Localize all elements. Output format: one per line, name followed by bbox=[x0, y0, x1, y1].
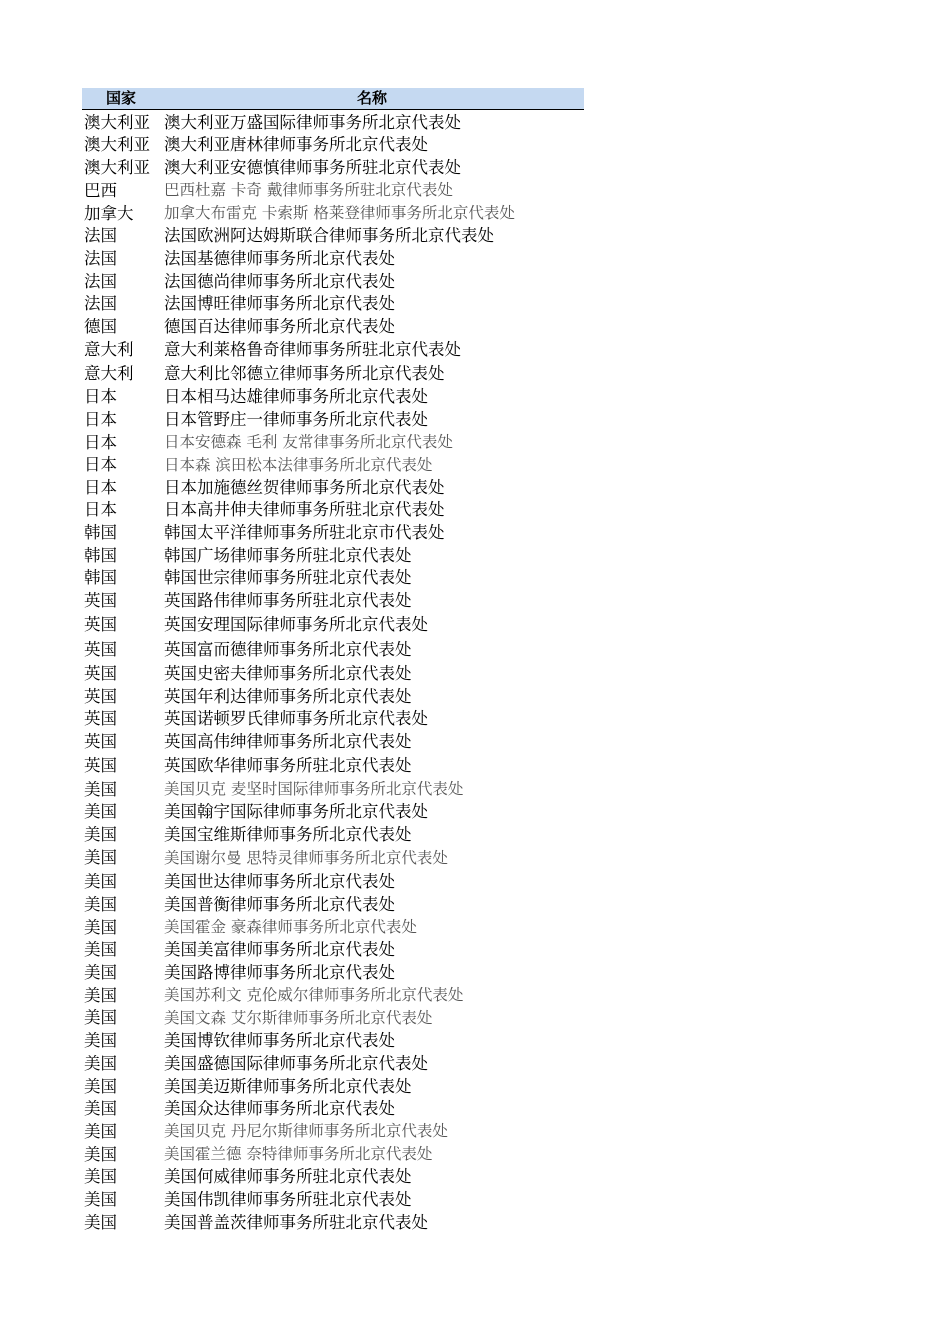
table-row bbox=[82, 408, 584, 431]
cell-name: 美国谢尔曼 思特灵律师事务所北京代表处 bbox=[164, 849, 448, 867]
cell-country: 美国 bbox=[84, 1031, 117, 1050]
cell-name: 英国年利达律师事务所北京代表处 bbox=[164, 687, 412, 706]
table-row bbox=[82, 567, 584, 589]
header-country: 国家 bbox=[105, 89, 136, 107]
cell-name: 美国普衡律师事务所北京代表处 bbox=[164, 895, 395, 914]
cell-name: 英国史密夫律师事务所北京代表处 bbox=[164, 664, 412, 683]
cell-name: 英国路伟律师事务所驻北京代表处 bbox=[164, 591, 412, 610]
cell-country: 美国 bbox=[84, 1099, 117, 1118]
cell-country: 日本 bbox=[84, 433, 117, 452]
cell-country: 美国 bbox=[84, 802, 117, 821]
table-row bbox=[82, 984, 584, 1007]
cell-country: 英国 bbox=[84, 615, 117, 634]
table-row bbox=[82, 225, 584, 247]
cell-country: 法国 bbox=[84, 294, 117, 313]
cell-name: 日本管野庄一律师事务所北京代表处 bbox=[164, 410, 428, 429]
table-row bbox=[82, 870, 584, 893]
cell-country: 英国 bbox=[84, 709, 117, 728]
cell-name: 法国德尚律师事务所北京代表处 bbox=[164, 272, 395, 291]
cell-country: 美国 bbox=[84, 780, 117, 799]
table-row bbox=[82, 156, 584, 179]
table-row bbox=[82, 708, 584, 730]
cell-name: 美国贝克 丹尼尔斯律师事务所北京代表处 bbox=[164, 1122, 448, 1140]
cell-country: 法国 bbox=[84, 249, 117, 268]
cell-country: 美国 bbox=[84, 825, 117, 844]
cell-name: 美国博钦律师事务所北京代表处 bbox=[164, 1031, 395, 1050]
cell-name: 法国基德律师事务所北京代表处 bbox=[164, 249, 395, 268]
cell-country: 韩国 bbox=[84, 523, 117, 542]
table-row bbox=[82, 454, 584, 476]
cell-name: 美国翰宇国际律师事务所北京代表处 bbox=[164, 802, 428, 821]
table-header bbox=[82, 88, 584, 110]
cell-name: 美国宝维斯律师事务所北京代表处 bbox=[164, 825, 412, 844]
cell-name: 日本森 滨田松本法律事务所北京代表处 bbox=[164, 456, 433, 474]
header-name: 名称 bbox=[356, 89, 387, 107]
cell-name: 美国众达律师事务所北京代表处 bbox=[164, 1099, 395, 1118]
table-row bbox=[82, 961, 584, 984]
cell-country: 英国 bbox=[84, 591, 117, 610]
cell-name: 英国安理国际律师事务所北京代表处 bbox=[164, 615, 428, 634]
table-row bbox=[82, 544, 584, 567]
cell-country: 美国 bbox=[84, 1077, 117, 1096]
cell-country: 美国 bbox=[84, 872, 117, 891]
cell-name: 英国高伟绅律师事务所北京代表处 bbox=[164, 732, 412, 751]
cell-country: 日本 bbox=[84, 387, 117, 406]
cell-name: 英国富而德律师事务所北京代表处 bbox=[164, 640, 412, 659]
table-row bbox=[82, 1007, 584, 1029]
cell-name: 美国世达律师事务所北京代表处 bbox=[164, 872, 395, 891]
cell-name: 韩国世宗律师事务所驻北京代表处 bbox=[164, 568, 412, 587]
cell-name: 日本安德森 毛利 友常律事务所北京代表处 bbox=[164, 433, 453, 451]
table-row bbox=[82, 1166, 584, 1188]
cell-name: 美国霍金 豪森律师事务所北京代表处 bbox=[164, 918, 417, 936]
cell-country: 澳大利亚 bbox=[84, 158, 150, 177]
cell-country: 法国 bbox=[84, 226, 117, 245]
cell-country: 美国 bbox=[84, 1054, 117, 1073]
table-row bbox=[82, 202, 584, 225]
cell-name: 意大利莱格鲁奇律师事务所驻北京代表处 bbox=[164, 340, 461, 359]
table-row bbox=[82, 612, 584, 637]
cell-country: 澳大利亚 bbox=[84, 113, 150, 132]
cell-name: 美国美迈斯律师事务所北京代表处 bbox=[164, 1077, 412, 1096]
table-row bbox=[82, 1029, 584, 1052]
cell-country: 美国 bbox=[84, 986, 117, 1005]
cell-country: 意大利 bbox=[84, 340, 134, 359]
table-row bbox=[82, 1143, 584, 1166]
table-row bbox=[82, 730, 584, 754]
cell-name: 日本高井伸夫律师事务所驻北京代表处 bbox=[164, 500, 445, 519]
cell-name: 美国普盖茨律师事务所驻北京代表处 bbox=[164, 1213, 428, 1232]
table-row bbox=[82, 179, 584, 202]
cell-country: 美国 bbox=[84, 1213, 117, 1232]
cell-country: 美国 bbox=[84, 848, 117, 867]
cell-country: 德国 bbox=[84, 317, 117, 336]
cell-country: 日本 bbox=[84, 500, 117, 519]
cell-country: 美国 bbox=[84, 1008, 117, 1027]
cell-country: 日本 bbox=[84, 410, 117, 429]
table-row bbox=[82, 846, 584, 870]
cell-country: 英国 bbox=[84, 687, 117, 706]
table-body bbox=[82, 111, 584, 1234]
cell-name: 意大利比邻德立律师事务所北京代表处 bbox=[164, 364, 445, 383]
cell-name: 美国贝克 麦坚时国际律师事务所北京代表处 bbox=[164, 780, 464, 798]
cell-country: 美国 bbox=[84, 1190, 117, 1209]
cell-name: 英国诺顿罗氏律师事务所北京代表处 bbox=[164, 709, 428, 728]
cell-country: 韩国 bbox=[84, 546, 117, 565]
table-row bbox=[82, 338, 584, 361]
cell-country: 英国 bbox=[84, 640, 117, 659]
cell-name: 美国霍兰德 奈特律师事务所北京代表处 bbox=[164, 1145, 433, 1163]
table-row bbox=[82, 315, 584, 338]
cell-country: 日本 bbox=[84, 478, 117, 497]
table-row bbox=[82, 1075, 584, 1098]
cell-country: 美国 bbox=[84, 918, 117, 937]
table-row bbox=[82, 939, 584, 961]
cell-name: 美国路博律师事务所北京代表处 bbox=[164, 963, 395, 982]
cell-name: 澳大利亚安德慎律师事务所驻北京代表处 bbox=[164, 158, 461, 177]
cell-country: 美国 bbox=[84, 1167, 117, 1186]
table-row bbox=[82, 134, 584, 156]
cell-name: 美国美富律师事务所北京代表处 bbox=[164, 940, 395, 959]
cell-name: 美国文森 艾尔斯律师事务所北京代表处 bbox=[164, 1009, 433, 1027]
cell-name: 韩国广场律师事务所驻北京代表处 bbox=[164, 546, 412, 565]
cell-country: 英国 bbox=[84, 732, 117, 751]
cell-name: 澳大利亚万盛国际律师事务所北京代表处 bbox=[164, 113, 461, 132]
table-row bbox=[82, 1098, 584, 1120]
cell-country: 美国 bbox=[84, 1122, 117, 1141]
cell-name: 加拿大布雷克 卡索斯 格莱登律师事务所北京代表处 bbox=[164, 204, 515, 222]
cell-name: 澳大利亚唐林律师事务所北京代表处 bbox=[164, 135, 428, 154]
cell-name: 德国百达律师事务所北京代表处 bbox=[164, 317, 395, 336]
table-row bbox=[82, 386, 584, 408]
cell-name: 美国伟凯律师事务所驻北京代表处 bbox=[164, 1190, 412, 1209]
cell-country: 英国 bbox=[84, 756, 117, 775]
table-row bbox=[82, 801, 584, 823]
cell-country: 日本 bbox=[84, 455, 117, 474]
cell-country: 美国 bbox=[84, 940, 117, 959]
cell-country: 澳大利亚 bbox=[84, 135, 150, 154]
table-row bbox=[82, 685, 584, 708]
table-row bbox=[82, 1120, 584, 1143]
cell-name: 日本加施德丝贺律师事务所北京代表处 bbox=[164, 478, 445, 497]
cell-country: 韩国 bbox=[84, 568, 117, 587]
table-row bbox=[82, 431, 584, 454]
table-row bbox=[82, 499, 584, 521]
law-firm-table bbox=[82, 88, 584, 1234]
table-row bbox=[82, 589, 584, 612]
cell-name: 日本相马达雄律师事务所北京代表处 bbox=[164, 387, 428, 406]
cell-country: 法国 bbox=[84, 272, 117, 291]
cell-name: 美国何威律师事务所驻北京代表处 bbox=[164, 1167, 412, 1186]
cell-name: 巴西杜嘉 卡奇 戴律师事务所驻北京代表处 bbox=[164, 181, 453, 199]
table-row bbox=[82, 247, 584, 270]
table-row bbox=[82, 637, 584, 662]
cell-name: 韩国太平洋律师事务所驻北京市代表处 bbox=[164, 523, 445, 542]
table-row bbox=[82, 778, 584, 801]
table-row bbox=[82, 270, 584, 293]
cell-country: 巴西 bbox=[84, 181, 117, 200]
table-row bbox=[82, 1188, 584, 1211]
table-row bbox=[82, 476, 584, 499]
table-row bbox=[82, 361, 584, 386]
cell-country: 美国 bbox=[84, 895, 117, 914]
table-row bbox=[82, 1211, 584, 1234]
cell-name: 法国欧洲阿达姆斯联合律师事务所北京代表处 bbox=[164, 226, 494, 245]
cell-country: 美国 bbox=[84, 963, 117, 982]
cell-country: 意大利 bbox=[84, 364, 134, 383]
cell-country: 美国 bbox=[84, 1145, 117, 1164]
table-row bbox=[82, 893, 584, 916]
table-row bbox=[82, 916, 584, 939]
table-row bbox=[82, 111, 584, 134]
table-row bbox=[82, 662, 584, 685]
table-row bbox=[82, 293, 584, 315]
cell-name: 美国苏利文 克伦威尔律师事务所北京代表处 bbox=[164, 986, 464, 1004]
cell-name: 英国欧华律师事务所驻北京代表处 bbox=[164, 756, 412, 775]
table-row bbox=[82, 1052, 584, 1075]
table-row bbox=[82, 823, 584, 846]
table-row bbox=[82, 521, 584, 544]
cell-country: 英国 bbox=[84, 664, 117, 683]
cell-name: 法国博旺律师事务所北京代表处 bbox=[164, 294, 395, 313]
cell-name: 美国盛德国际律师事务所北京代表处 bbox=[164, 1054, 428, 1073]
cell-country: 加拿大 bbox=[84, 204, 134, 223]
table-row bbox=[82, 754, 584, 778]
